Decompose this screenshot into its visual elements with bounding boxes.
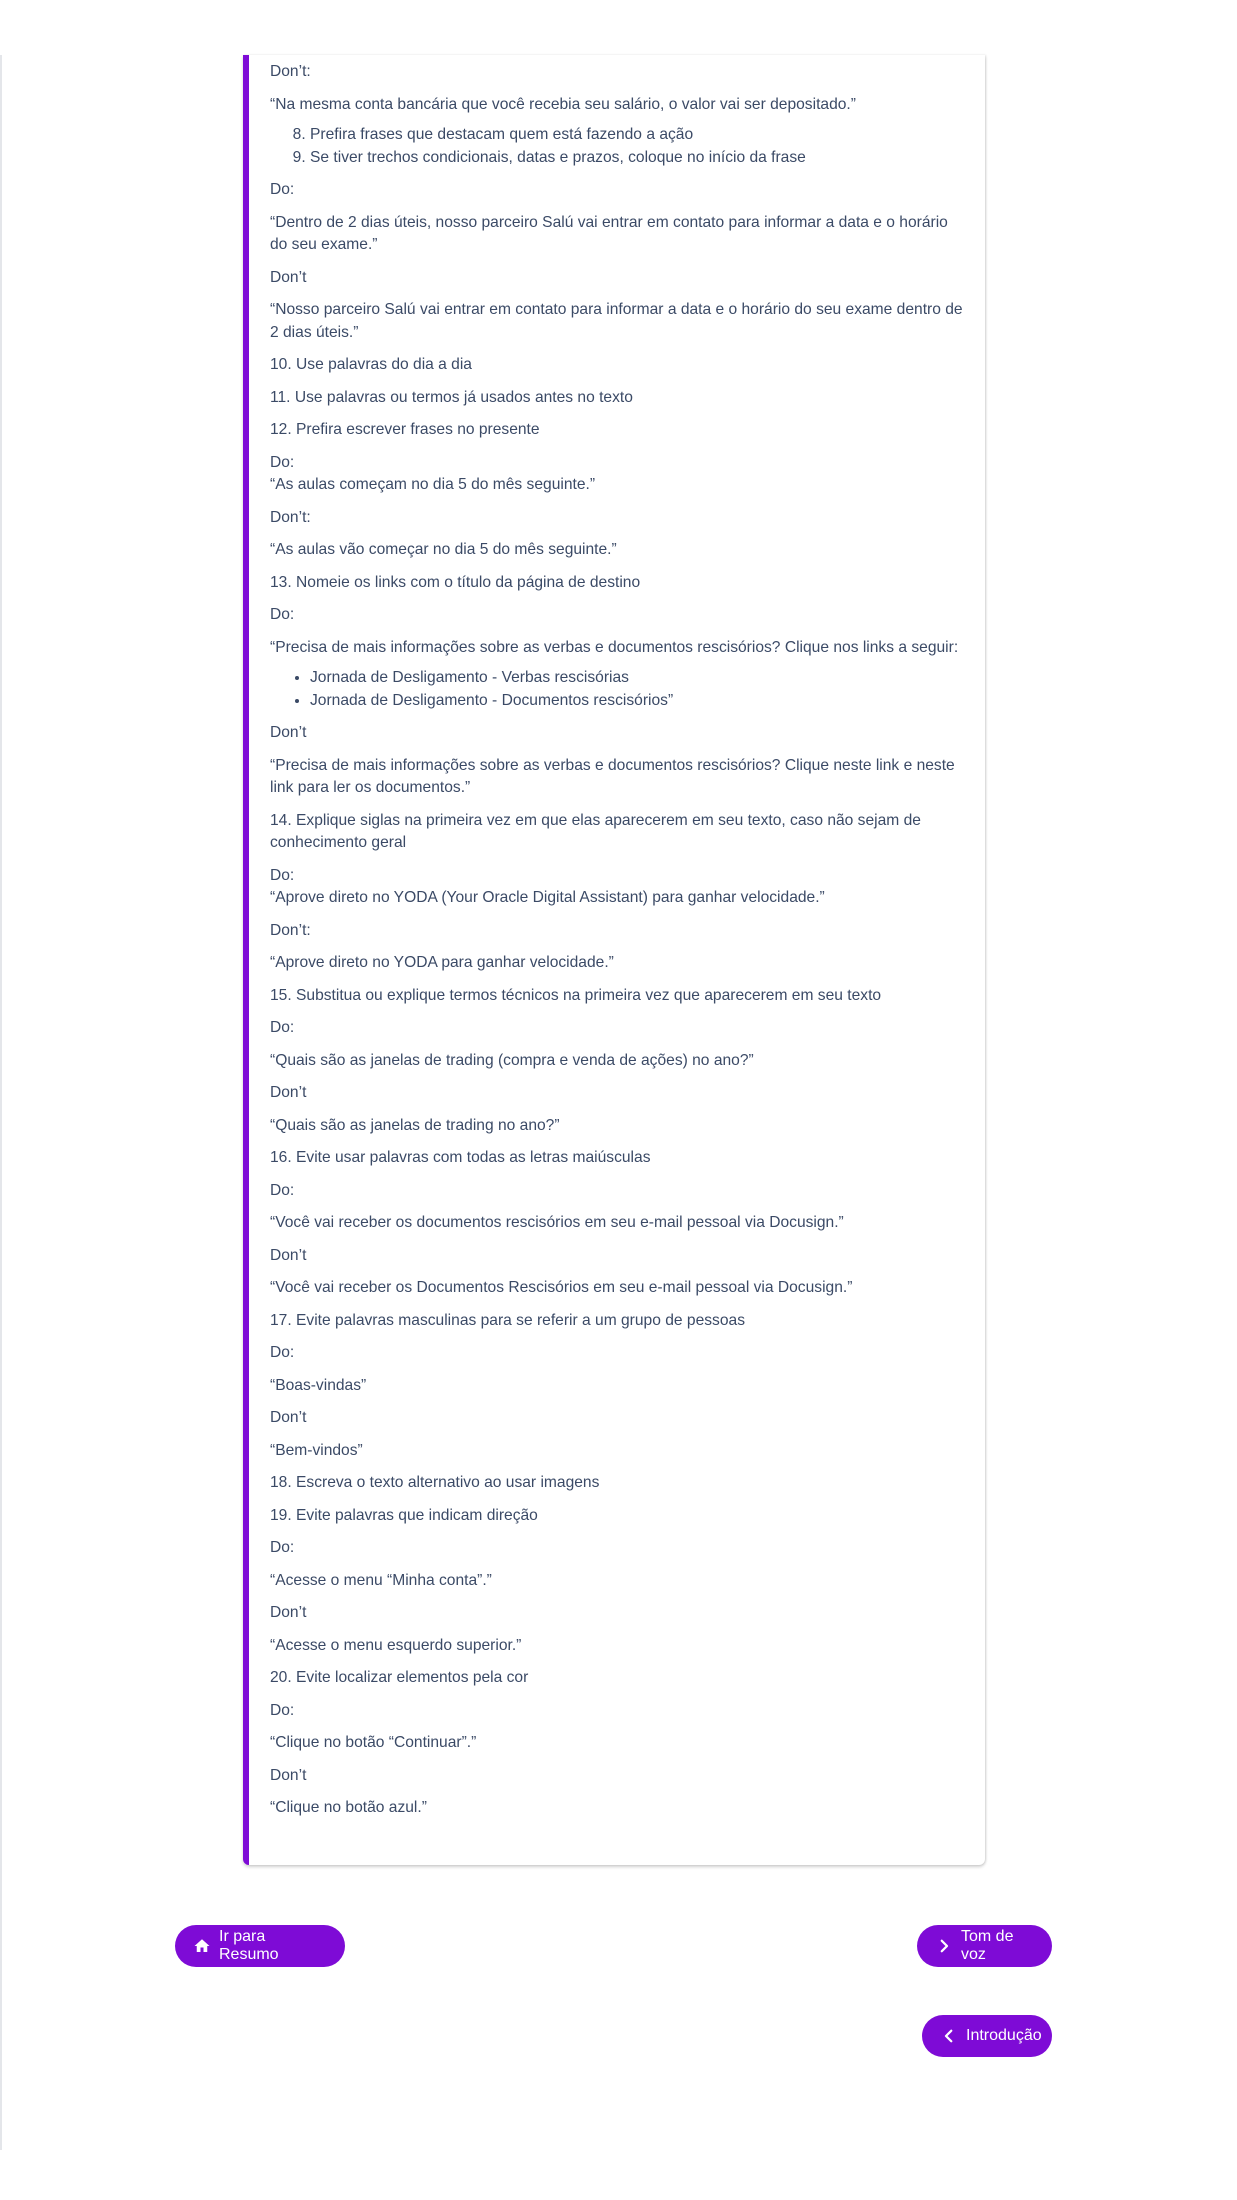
go-to-summary-button[interactable] [175,1925,345,1967]
paragraph: 10. Use palavras do dia a dia [270,356,472,373]
paragraph: Do: [270,1181,295,1199]
chevron-left-icon [940,2027,958,2045]
paragraph: “Acesse o menu “Minha conta”.” [270,1571,492,1589]
paragraph: 19. Evite palavras que indicam direção [270,1506,538,1524]
numbered-list [270,124,965,169]
paragraph: 18. Escreva o texto alternativo ao usar imagens [270,1474,600,1491]
list-item: • Jornada de Desligamento - Documentos rescisórios” [310,690,965,713]
list-item: 9. Se tiver trechos condicionais, datas e prazos, coloque no início da frase [310,147,965,170]
chevron-right-icon [935,1937,953,1955]
paragraph: “Aprove direto no YODA para ganhar velocidade.” [270,954,614,971]
paragraph: Don’t: [270,921,311,939]
paragraph: Do: [270,181,295,198]
link-list [270,667,965,712]
paragraph: Do: [270,1344,295,1361]
paragraph: Do: [270,606,295,623]
paragraph: Don’t [270,268,307,286]
paragraph: 14. Explique siglas na primeira vez em que elas aparecerem em seu texto, caso não sejam de conhecimento geral [270,811,921,851]
paragraph: Don’t [270,1409,307,1426]
next-page-label: Tom de voz [961,1928,1014,1963]
paragraph: “As aulas começam no dia 5 do mês seguinte.” [270,476,596,493]
paragraph: Do: [270,1539,295,1556]
paragraph: 20. Evite localizar elementos pela cor [270,1669,529,1686]
paragraph: 16. Evite usar palavras com todas as letras maiúsculas [270,1149,651,1166]
paragraph: 17. Evite palavras masculinas para se referir a um grupo de pessoas [270,1311,745,1329]
paragraph: “As aulas vão começar no dia 5 do mês seguinte.” [270,541,617,558]
paragraph: “Clique no botão azul.” [270,1799,427,1816]
paragraph: 15. Substitua ou explique termos técnicos na primeira vez que aparecerem em seu texto [270,986,882,1004]
paragraph: Don’t [270,1246,307,1264]
paragraph: 12. Prefira escrever frases no presente [270,421,540,438]
paragraph: Don’t [270,1084,307,1101]
paragraph: 11. Use palavras ou termos já usados antes no texto [270,388,633,406]
paragraph: “Boas-vindas” [270,1376,367,1394]
paragraph: “Você vai receber os documentos rescisórios em seu e-mail pessoal via Docusign.” [270,1214,844,1231]
paragraph: “Precisa de mais informações sobre as verbas e documentos rescisórios? Clique nos links a seguir: [270,638,959,656]
paragraph: “Precisa de mais informações sobre as verbas e documentos rescisórios? Clique neste link e neste link para ler os documentos.” [270,756,955,796]
paragraph: Don’t [270,1766,307,1784]
paragraph: “Quais são as janelas de trading (compra e venda de ações) no ano?” [270,1051,754,1069]
paragraph: “Nosso parceiro Salú vai entrar em contato para informar a data e o horário do seu exame dentro de 2 dias úteis.” [270,301,963,341]
paragraph: “Quais são as janelas de trading no ano?” [270,1116,560,1134]
paragraph: “Clique no botão “Continuar”.” [270,1734,477,1751]
paragraph: 13. Nomeie os links com o título da página de destino [270,573,641,591]
paragraph: Don’t [270,1604,307,1621]
paragraph: Don’t: [270,508,311,526]
home-icon [193,1937,211,1955]
paragraph: Don’t [270,724,307,741]
guidelines-content [249,55,985,1820]
paragraph: “Acesse o menu esquerdo superior.” [270,1636,522,1654]
go-to-summary-label: Ir para Resumo [219,1928,279,1963]
paragraph: “Você vai receber os Documentos Rescisórios em seu e-mail pessoal via Docusign.” [270,1279,853,1296]
paragraph: Do: [270,1701,295,1719]
previous-page-button[interactable] [922,2015,1052,2057]
list-item: • Jornada de Desligamento - Verbas rescisórias [310,667,965,690]
page-left-border [0,55,2,2150]
paragraph: Do: [270,1019,295,1036]
paragraph: Don’t: [270,63,311,80]
paragraph: Do: [270,866,295,884]
previous-page-label: Introdução [966,2027,1042,2044]
paragraph: Do: [270,453,295,471]
paragraph: “Bem-vindos” [270,1441,363,1459]
paragraph: “Na mesma conta bancária que você recebia seu salário, o valor vai ser depositado.” [270,95,856,113]
list-item: 8. Prefira frases que destacam quem está fazendo a ação [310,124,965,147]
paragraph: “Dentro de 2 dias úteis, nosso parceiro Salú vai entrar em contato para informar a data e o horário do seu exame.” [270,213,948,253]
paragraph: “Aprove direto no YODA (Your Oracle Digital Assistant) para ganhar velocidade.” [270,889,825,906]
next-page-button[interactable] [917,1925,1052,1967]
guidelines-card [243,55,985,1865]
